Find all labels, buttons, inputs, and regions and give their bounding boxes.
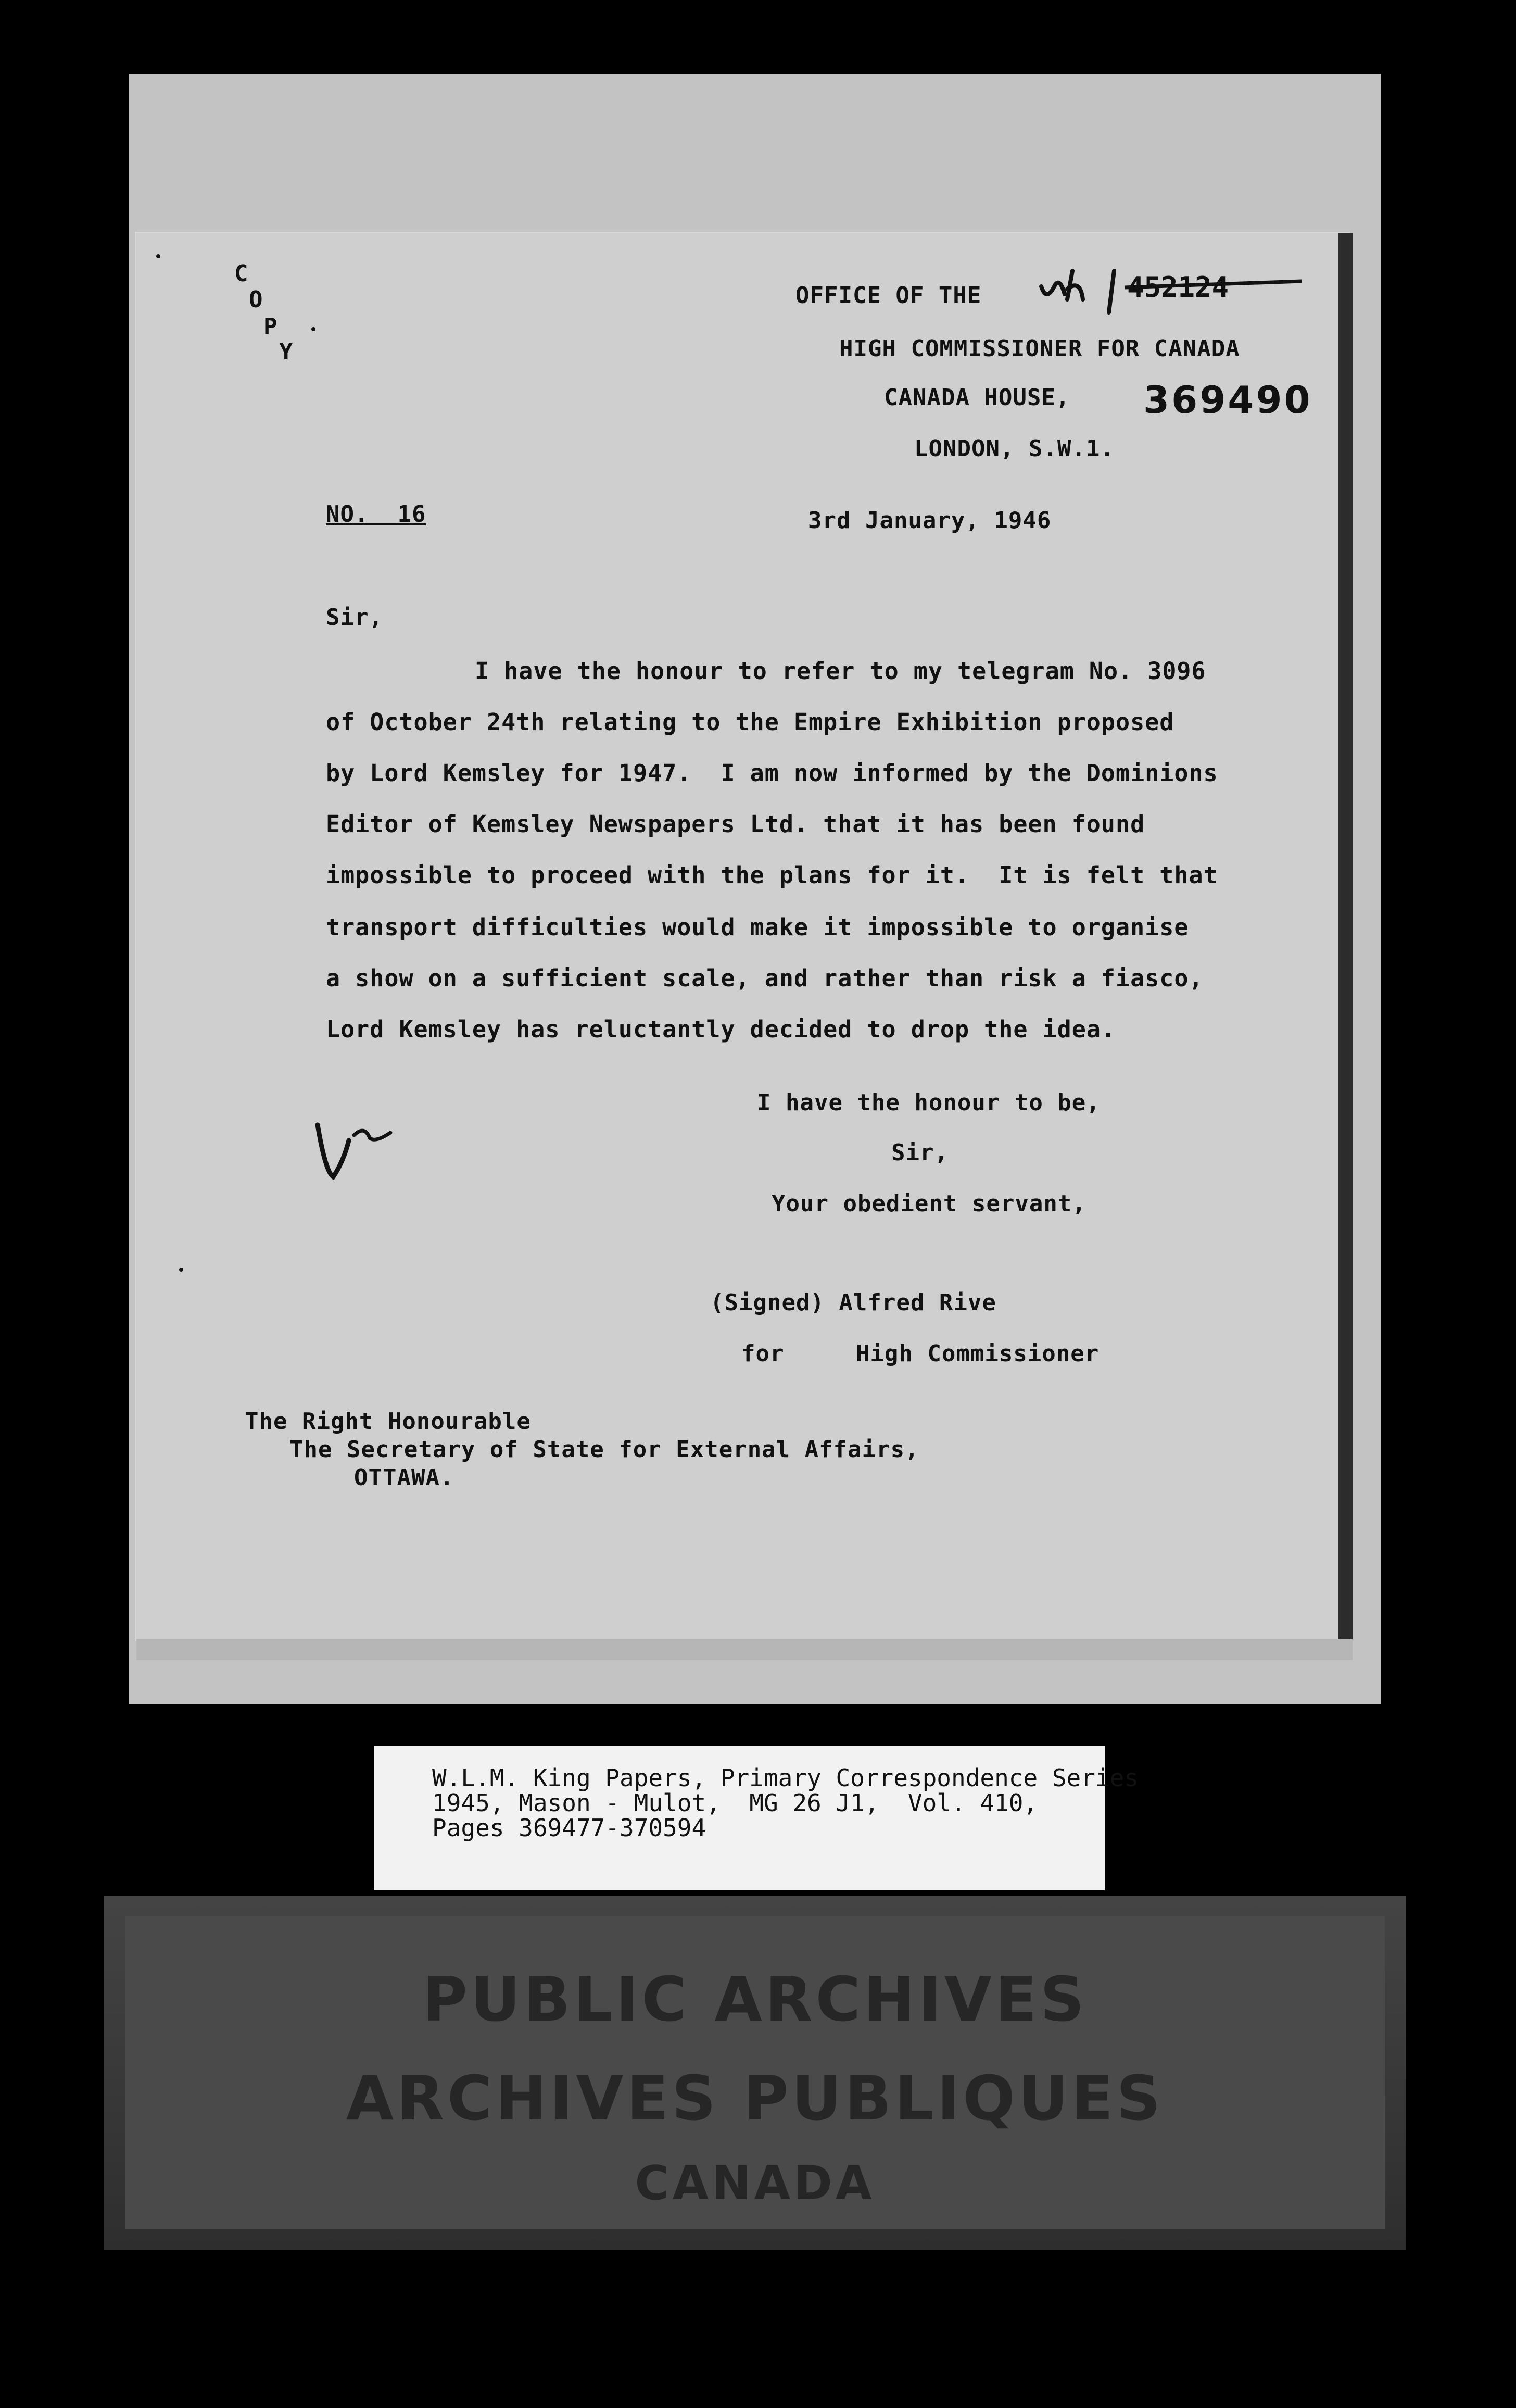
closing-line-3: Your obedient servant, <box>772 1190 1087 1217</box>
body-line-1: I have the honour to refer to my telegram No. 3096 <box>475 657 1206 685</box>
handwritten-ref-mark <box>1036 255 1307 318</box>
handwritten-tick-mark <box>312 1114 396 1193</box>
body-line-6: transport difficulties would make it impossible to organise <box>326 913 1189 941</box>
archive-stamp-line-3: CANADA <box>635 2156 875 2211</box>
svg-text:452124: 452124 <box>1127 271 1229 304</box>
body-line-2: of October 24th relating to the Empire Exhibition proposed <box>326 708 1174 736</box>
body-line-4: Editor of Kemsley Newspapers Ltd. that it has been found <box>326 810 1145 838</box>
file-number-stamp: 369490 <box>1143 378 1312 422</box>
sheet-right-edge <box>1338 233 1353 1639</box>
archive-label-line-2: 1945, Mason - Mulot, MG 26 J1, Vol. 410, <box>432 1789 1038 1817</box>
archive-label-text <box>432 1765 1139 1840</box>
closing-line-1: I have the honour to be, <box>757 1089 1101 1116</box>
signature-line: (Signed) Alfred Rive <box>710 1289 996 1316</box>
copy-letter-y: Y <box>279 338 293 365</box>
copy-letter-p: P <box>263 313 277 340</box>
letterhead-office: OFFICE OF THE <box>795 282 982 309</box>
reference-number: NO. 16 <box>326 501 426 528</box>
body-line-8: Lord Kemsley has reluctantly decided to drop the idea. <box>326 1015 1116 1043</box>
copy-letter-c: C <box>234 260 248 287</box>
copy-letter-o: O <box>249 286 263 313</box>
closing-line-2: Sir, <box>891 1139 949 1166</box>
body-line-7: a show on a sufficient scale, and rather than risk a fiasco, <box>326 964 1204 992</box>
body-line-5: impossible to proceed with the plans for it. It is felt that <box>326 861 1218 889</box>
signature-for-line: for High Commissioner <box>741 1340 1100 1367</box>
sheet-bottom-strip <box>136 1639 1353 1660</box>
addressee-line-1: The Right Honourable <box>245 1408 531 1435</box>
letterhead-commissioner: HIGH COMMISSIONER FOR CANADA <box>839 335 1240 362</box>
speck <box>179 1268 183 1272</box>
speck <box>156 254 160 258</box>
body-line-3: by Lord Kemsley for 1947. I am now informed by the Dominions <box>326 759 1218 787</box>
letterhead-canada-house: CANADA HOUSE, <box>884 384 1070 411</box>
letter-date: 3rd January, 1946 <box>808 507 1052 534</box>
addressee-line-2: The Secretary of State for External Affairs, <box>289 1436 919 1463</box>
letterhead-london: LONDON, S.W.1. <box>914 435 1115 462</box>
archive-stamp-line-2: ARCHIVES PUBLIQUES <box>346 2062 1164 2134</box>
archive-reference-label <box>374 1746 1139 1890</box>
archive-label-line-1: W.L.M. King Papers, Primary Correspondence Series <box>432 1764 1139 1792</box>
archive-stamp-line-1: PUBLIC ARCHIVES <box>422 1963 1088 2035</box>
addressee-line-3: OTTAWA. <box>354 1464 454 1491</box>
salutation: Sir, <box>326 604 383 631</box>
archive-label-line-3: Pages 369477-370594 <box>432 1814 706 1842</box>
speck <box>311 327 315 331</box>
